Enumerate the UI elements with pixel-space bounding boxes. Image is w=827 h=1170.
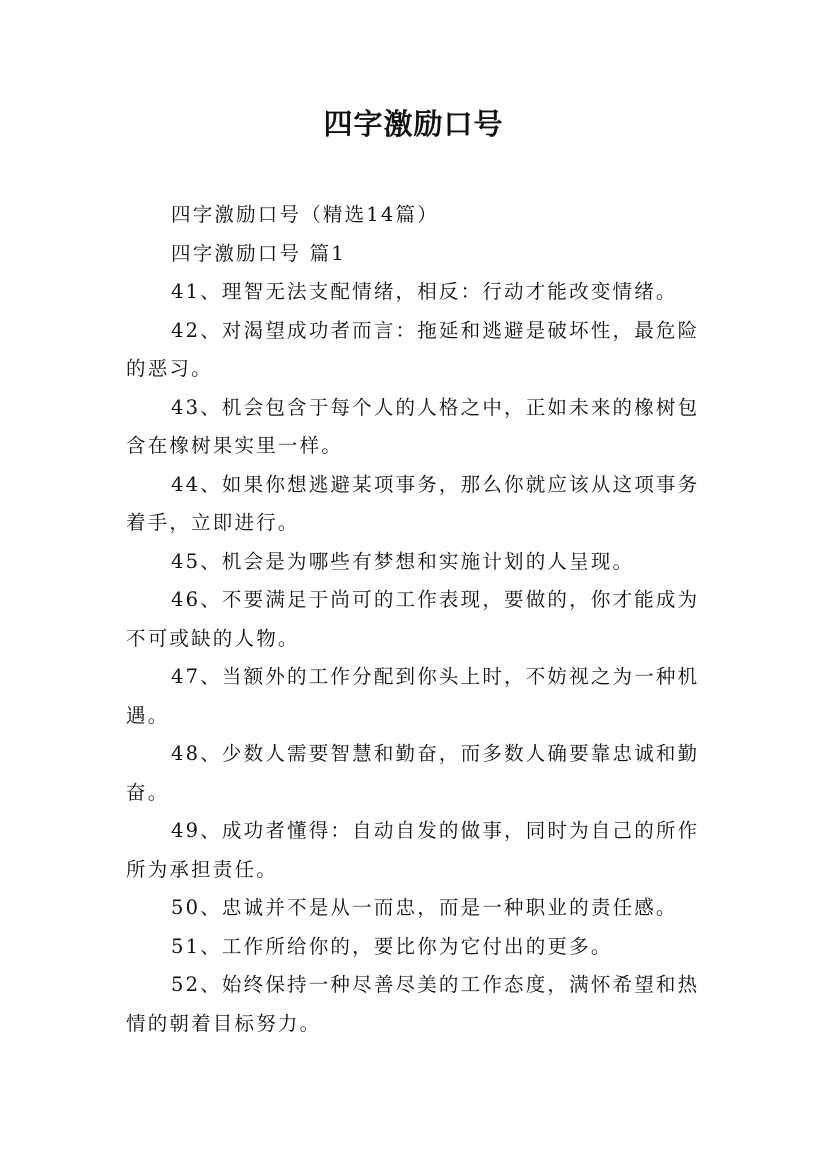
document-title: 四字激励口号 (323, 107, 504, 141)
paragraph-item-48: 48、少数人需要智慧和勤奋，而多数人确要靠忠诚和勤奋。 (126, 742, 700, 804)
paragraph-item-50: 50、忠诚并不是从一而忠，而是一种职业的责任感。 (171, 896, 678, 919)
paragraph-item-42: 42、对渴望成功者而言：拖延和逃避是破坏性，最危险的恶习。 (126, 318, 700, 380)
document-body (126, 196, 706, 1043)
paragraph-item-49: 49、成功者懂得：自动自发的做事，同时为自己的所作所为承担责任。 (126, 819, 700, 881)
paragraph-item-52: 52、始终保持一种尽善尽美的工作态度，满怀希望和热情的朝着目标努力。 (126, 973, 700, 1035)
paragraph-item-44: 44、如果你想逃避某项事务，那么你就应该从这项事务着手，立即进行。 (126, 472, 700, 534)
paragraph-section-heading: 四字激励口号 篇1 (171, 241, 346, 265)
paragraph-intro: 四字激励口号（精选14篇） (171, 203, 439, 226)
paragraph-item-47: 47、当额外的工作分配到你头上时，不妨视之为一种机遇。 (126, 665, 700, 727)
paragraph-item-45: 45、机会是为哪些有梦想和实施计划的人呈现。 (171, 549, 635, 573)
paragraph-item-51: 51、工作所给你的，要比你为它付出的更多。 (171, 934, 613, 958)
paragraph-item-43: 43、机会包含于每个人的人格之中，正如未来的橡树包含在橡树果实里一样。 (126, 395, 700, 457)
paragraph-item-46: 46、不要满足于尚可的工作表现，要做的，你才能成为不可或缺的人物。 (126, 588, 700, 650)
paragraph-item-41: 41、理智无法支配情绪，相反：行动才能改变情绪。 (171, 280, 678, 303)
